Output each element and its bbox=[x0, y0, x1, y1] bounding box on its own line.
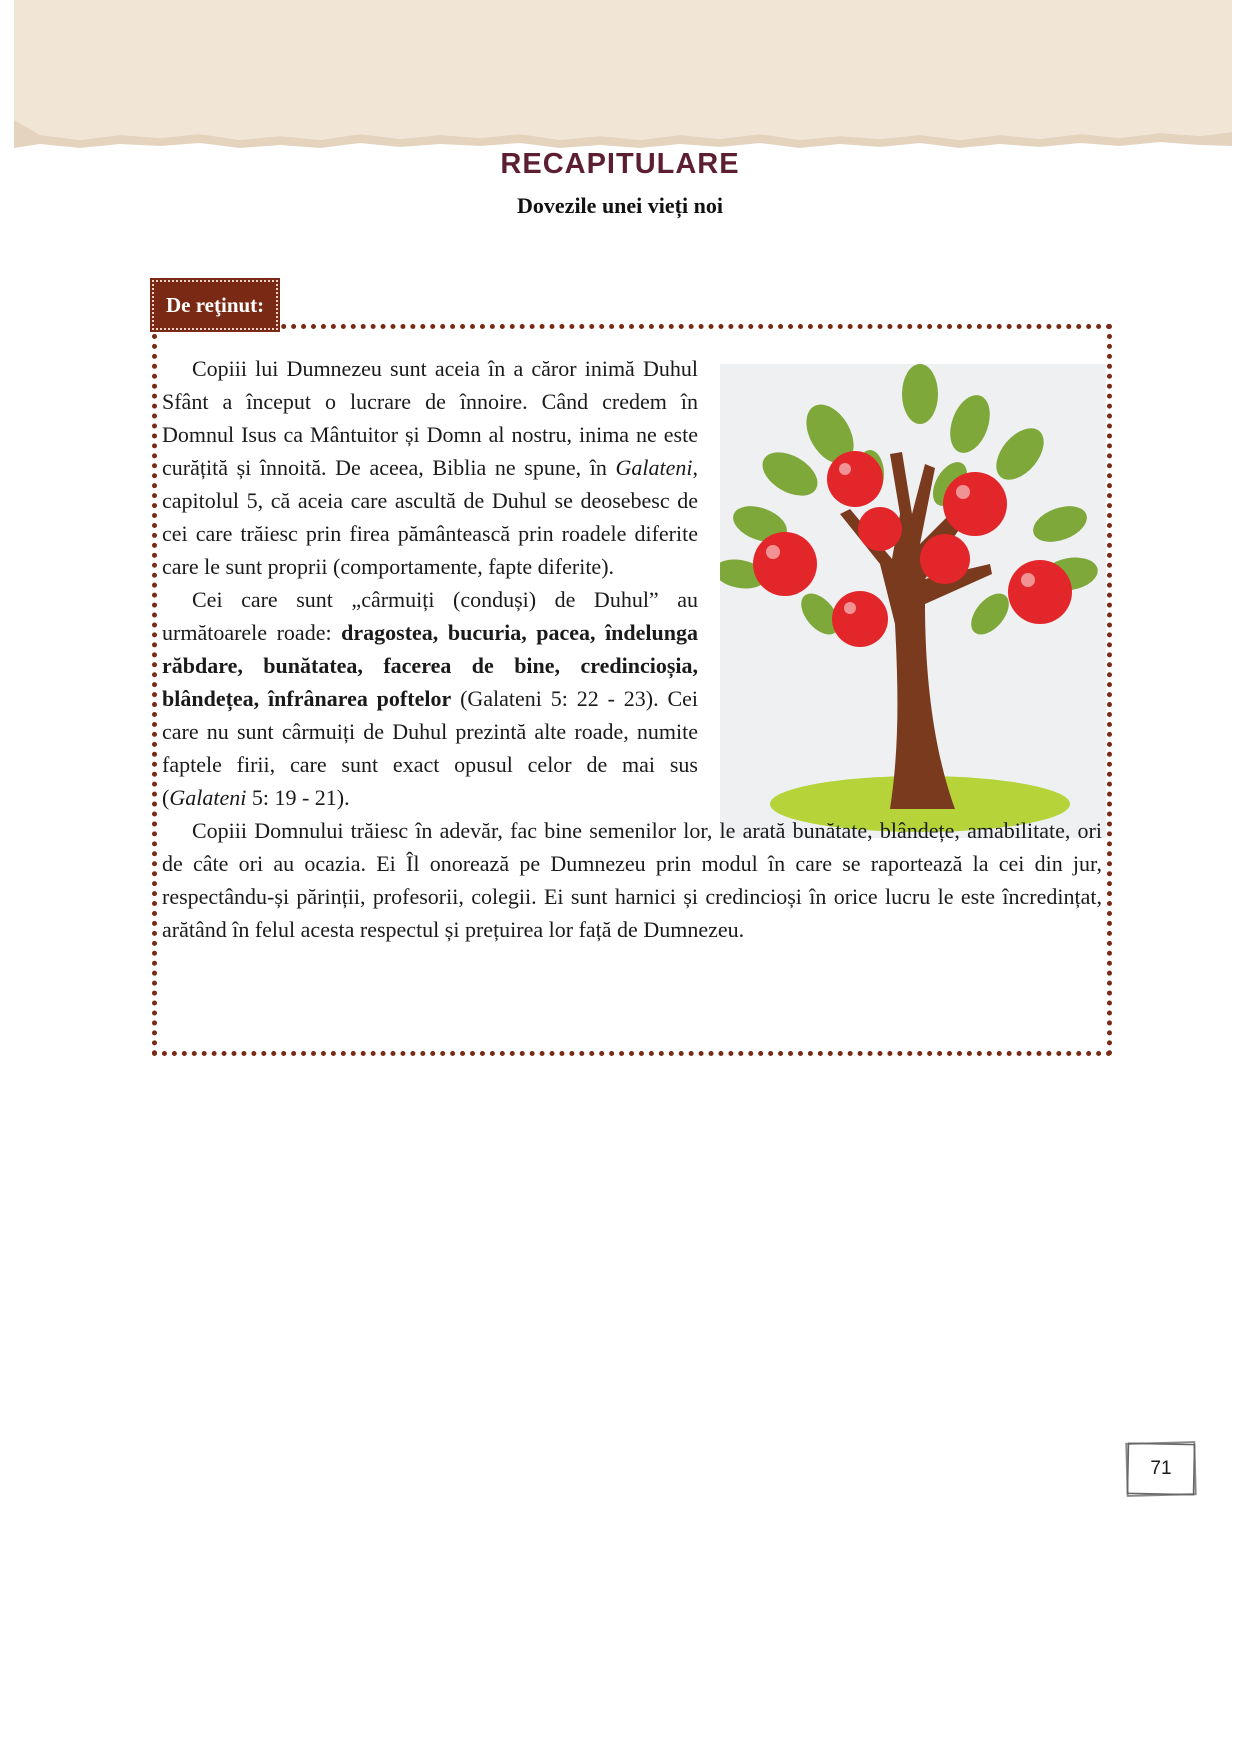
page-subtitle: Dovezile unei vieți noi bbox=[517, 193, 723, 218]
paragraph-3: Copiii Domnului trăiesc în adevăr, fac bine semenilor lor, le arată bunătate, blândețe, amabilitate, ori de câte ori au ocazia. Ei Îl onorează pe Dumnezeu prin modul în care se raportează la cei din jur, respectându-și părinții, profesorii, colegii. Ei sunt harnici și credincioși în orice lucru le este încredințat, arătând în felul acesta respectul și prețuirea lor față de Dumnezeu. bbox=[162, 818, 1102, 942]
remember-tag: De reţinut: bbox=[152, 280, 278, 330]
page-title: RECAPITULARE bbox=[500, 148, 740, 180]
paragraph-2: Cei care sunt „cârmuiți (conduși) de Duhul” au următoarele roade: dragostea, bucuria, pacea, îndelunga răbdare, bunătatea, facerea de bine, credincioșia, blândețea, înfrânarea poftelor (Galateni 5: 22 - 23). Cei care nu sunt cârmuiți de Duhul prezintă alte roade, numite faptele firii, care sunt exact opusul celor de mai sus (Galateni 5: 19 - 21). bbox=[162, 587, 699, 810]
paragraph-1: Copiii lui Dumnezeu sunt aceia în a căror inimă Duhul Sfânt a început o lucrare de înnoire. Când credem în Domnul Isus ca Mântuitor și Domn al nostru, inima ne este curățită și înnoită. De aceea, Biblia ne spune, în Galateni, capitolul 5, că aceia care ascultă de Duhul se deosebesc de cei care trăiesc prin firea pământească prin roadele diferite care le sunt proprii (comportamente, fapte diferite). bbox=[162, 356, 698, 579]
torn-paper-header bbox=[0, 0, 1240, 160]
page-number: 71 bbox=[1150, 1458, 1172, 1479]
remember-text bbox=[162, 352, 1102, 946]
page-number-box bbox=[1124, 1440, 1198, 1498]
